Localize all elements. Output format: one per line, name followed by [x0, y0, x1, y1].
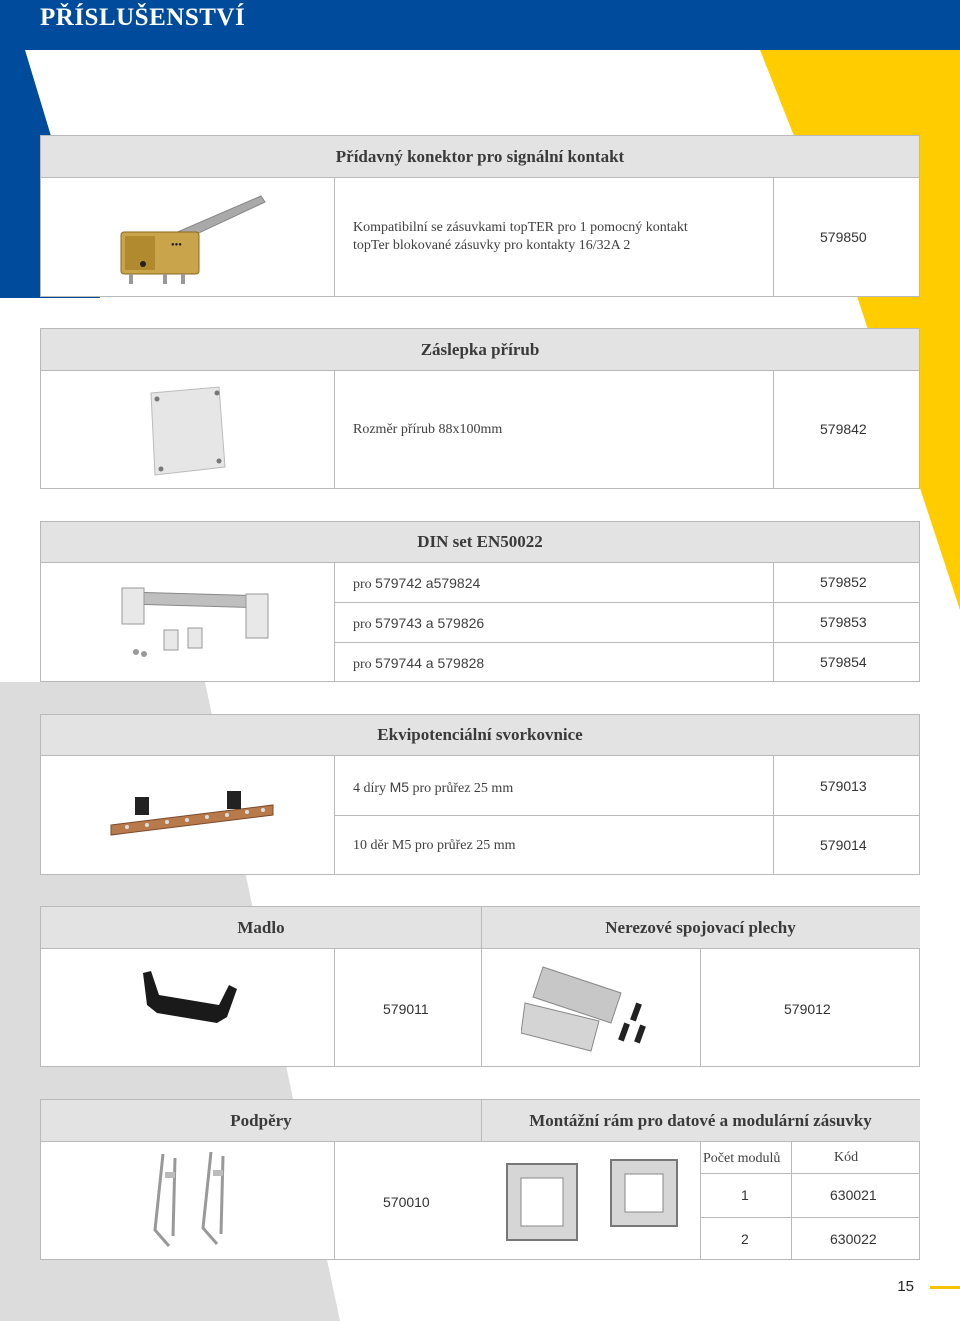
signal-code: 579850 — [820, 229, 867, 245]
svg-text:●●●: ●●● — [171, 242, 182, 248]
flange-description: Rozměr přírub 88x100mm — [353, 422, 503, 437]
page-number: 15 — [897, 1278, 914, 1295]
din-row-2-code: 579853 — [820, 614, 867, 630]
handle-code: 579011 — [383, 1001, 429, 1017]
equi-row-2-code: 579014 — [820, 837, 867, 853]
frame-row-2-code: 630022 — [830, 1231, 877, 1247]
plates-title: Nerezové spojovací plechy — [481, 907, 920, 949]
flange-code: 579842 — [820, 421, 867, 437]
equi-row-1-desc: 4 díry M5 pro průřez 25 mm — [353, 779, 514, 796]
din-set-table — [40, 521, 920, 682]
frame-row-1-modules: 1 — [741, 1187, 749, 1203]
frame-col-code-header: Kód — [834, 1150, 859, 1165]
handle-icon — [133, 965, 253, 1029]
din-row-2-desc: pro 579743 a 579826 — [353, 615, 485, 632]
section-title: DIN set EN50022 — [41, 522, 919, 563]
supports-frame-table — [40, 1099, 920, 1260]
din-row-3-code: 579854 — [820, 654, 867, 670]
equipotential-table — [40, 714, 920, 875]
page-title: PŘÍSLUŠENSTVÍ — [40, 4, 246, 31]
handle-plates-table — [40, 906, 920, 1067]
din-row-3-desc: pro 579744 a 579828 — [353, 655, 485, 672]
section-title: Přídavný konektor pro signální kontakt — [41, 136, 919, 178]
section-title: Záslepka přírub — [41, 329, 919, 371]
supports-code: 570010 — [383, 1194, 430, 1210]
microswitch-icon — [111, 188, 271, 288]
equi-row-1-code: 579013 — [820, 778, 867, 794]
mounting-frame-icon — [501, 1156, 691, 1254]
frame-row-2-modules: 2 — [741, 1231, 749, 1247]
signal-description-line2: topTer blokované zásuvky pro kontakty 16/32A 2 — [353, 238, 631, 253]
signal-connector-table — [40, 135, 920, 297]
equi-row-2-desc: 10 děr M5 pro průřez 25 mm — [353, 838, 516, 853]
section-title: Ekvipotenciální svorkovnice — [41, 715, 919, 756]
frame-title: Montážní rám pro datové a modulární zásuvky — [481, 1100, 920, 1142]
support-legs-icon — [149, 1150, 259, 1254]
plates-code: 579012 — [784, 1001, 831, 1017]
page-number-accent — [930, 1286, 960, 1289]
flange-blank-table — [40, 328, 920, 489]
din-row-1-desc: pro 579742 a579824 — [353, 575, 481, 592]
handle-title: Madlo — [41, 907, 481, 949]
supports-title: Podpěry — [41, 1100, 481, 1142]
terminal-bar-icon — [107, 787, 277, 847]
din-rail-icon — [116, 578, 316, 664]
frame-col-modules-header: Počet modulů — [703, 1151, 781, 1166]
joining-plates-icon — [521, 963, 661, 1059]
signal-description-line1: Kompatibilní se zásuvkami topTER pro 1 pomocný kontakt — [353, 220, 688, 235]
din-row-1-code: 579852 — [820, 574, 867, 590]
frame-row-1-code: 630021 — [830, 1187, 877, 1203]
flange-plate-icon — [141, 383, 231, 479]
